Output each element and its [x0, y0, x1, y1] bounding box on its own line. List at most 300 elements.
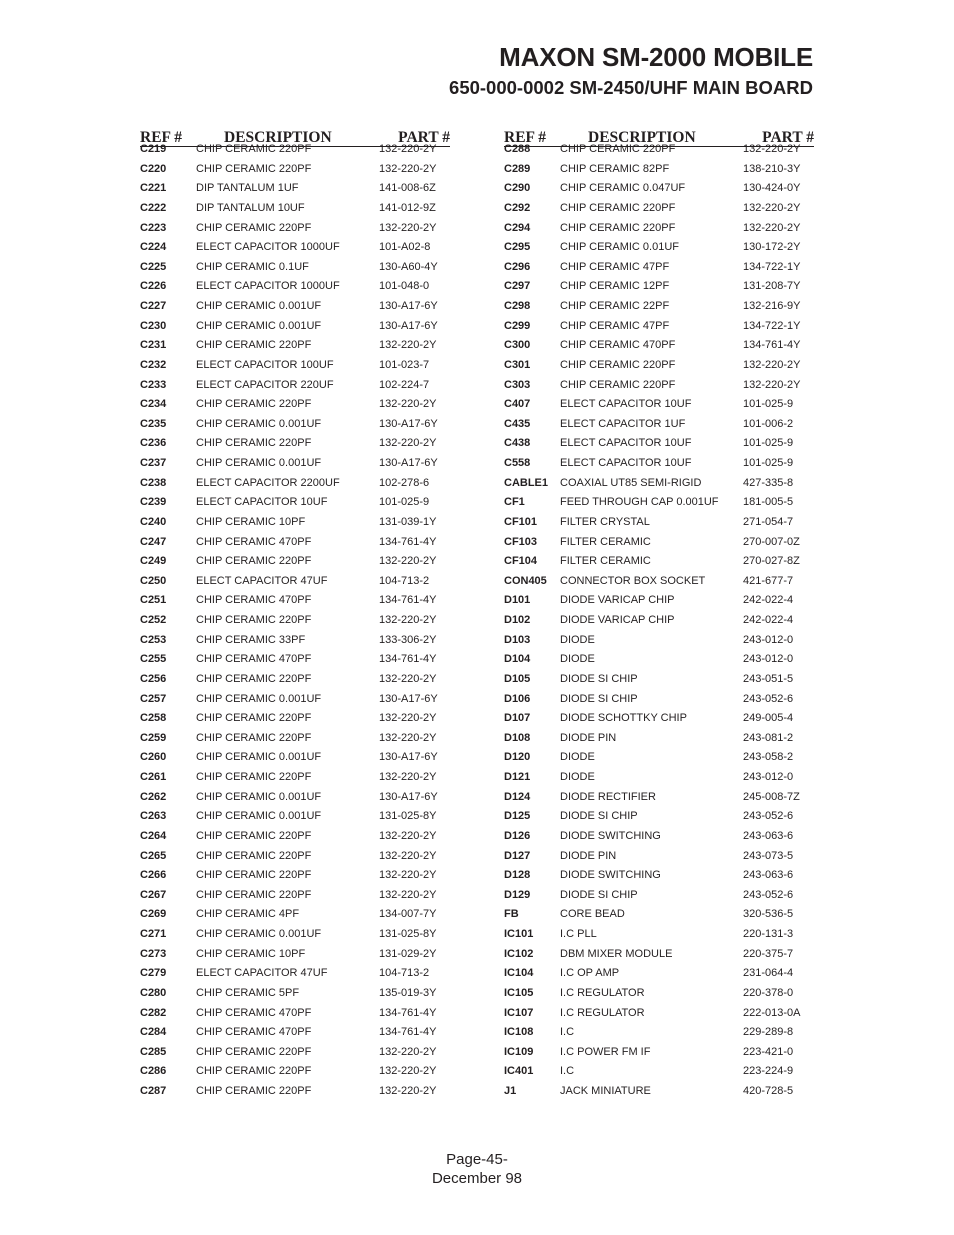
table-row [504, 297, 814, 317]
description-cell: DIODE PIN [560, 849, 617, 862]
description-cell: DIODE [560, 653, 595, 666]
ref-cell: C221 [140, 182, 167, 195]
description-cell: CHIP CERAMIC 220PF [196, 829, 312, 842]
part-number-cell: 132-220-2Y [379, 143, 437, 155]
part-number-cell: 220-375-7 [743, 947, 794, 960]
ref-cell: C296 [504, 260, 531, 273]
part-number-cell: 132-220-2Y [379, 712, 437, 725]
part-number-cell: 132-220-2Y [379, 339, 437, 352]
table-row [140, 690, 450, 710]
part-number-cell: 104-713-2 [379, 967, 430, 980]
ref-cell: CABLE1 [504, 476, 549, 489]
ref-cell: C227 [140, 300, 167, 312]
ref-cell: D108 [504, 731, 531, 744]
ref-cell: C558 [504, 457, 531, 469]
part-number-cell: 243-012-0 [743, 771, 794, 783]
description-cell: I.C [560, 1026, 575, 1039]
part-number-cell: 138-210-3Y [743, 162, 801, 175]
description-cell: CHIP CERAMIC 0.001UF [196, 300, 322, 312]
description-cell: ELECT CAPACITOR 10UF [560, 457, 692, 469]
description-cell: I.C [560, 1065, 575, 1078]
description-cell: CHIP CERAMIC 0.001UF [196, 810, 322, 823]
part-number-cell: 134-722-1Y [743, 260, 801, 273]
description-cell: DIODE SI CHIP [560, 672, 638, 685]
ref-cell: C269 [140, 908, 167, 921]
part-number-cell: 134-007-7Y [379, 908, 437, 921]
part-column-header: PART # [762, 129, 814, 146]
description-cell: DIODE [560, 771, 595, 783]
description-cell: DIODE SI CHIP [560, 810, 638, 823]
table-row [140, 160, 450, 180]
part-number-cell: 243-012-0 [743, 633, 794, 646]
part-number-cell: 101-006-2 [743, 417, 794, 430]
ref-cell: IC108 [504, 1026, 534, 1039]
table-row [140, 199, 450, 219]
part-number-cell: 132-220-2Y [379, 1085, 437, 1097]
ref-cell: C295 [504, 241, 531, 254]
description-cell: JACK MINIATURE [560, 1085, 651, 1097]
table-row [504, 650, 814, 670]
part-number-cell: 130-A17-6Y [379, 417, 438, 430]
ref-cell: CF104 [504, 555, 538, 568]
part-number-cell: 270-027-8Z [743, 555, 800, 568]
part-number-cell: 101-048-0 [379, 280, 430, 293]
ref-cell: IC102 [504, 947, 534, 960]
ref-cell: C298 [504, 300, 531, 312]
table-row [140, 552, 450, 572]
part-number-cell: 131-025-8Y [379, 928, 437, 940]
description-column-header: DESCRIPTION [224, 129, 332, 146]
description-cell: I.C OP AMP [560, 967, 620, 980]
table-row [504, 670, 814, 690]
ref-cell: C233 [140, 378, 167, 391]
description-cell: CHIP CERAMIC 220PF [196, 339, 312, 352]
ref-cell: C237 [140, 457, 167, 469]
description-cell: CHIP CERAMIC 220PF [196, 849, 312, 862]
part-number-cell: 243-052-6 [743, 692, 794, 705]
description-cell: CHIP CERAMIC 4PF [196, 908, 300, 921]
description-cell: CHIP CERAMIC 0.047UF [560, 182, 686, 195]
description-cell: CHIP CERAMIC 470PF [196, 535, 312, 548]
description-cell: FILTER CRYSTAL [560, 515, 650, 528]
part-number-cell: 102-224-7 [379, 378, 430, 391]
table-row [504, 356, 814, 376]
table-row [140, 650, 450, 670]
ref-cell: C232 [140, 358, 167, 371]
part-number-cell: 243-012-0 [743, 653, 794, 666]
description-cell: I.C REGULATOR [560, 1006, 645, 1019]
ref-cell: C261 [140, 771, 167, 783]
ref-cell: C255 [140, 653, 167, 666]
part-number-cell: 243-052-6 [743, 810, 794, 823]
ref-cell: D124 [504, 790, 531, 803]
table-row [140, 847, 450, 867]
ref-cell: C284 [140, 1026, 167, 1039]
description-cell: CHIP CERAMIC 220PF [196, 1045, 312, 1058]
ref-cell: C294 [504, 221, 531, 234]
ref-cell: D125 [504, 810, 531, 823]
table-row [504, 964, 814, 984]
description-cell: DIODE PIN [560, 731, 617, 744]
ref-cell: D120 [504, 751, 531, 764]
part-number-cell: 132-220-2Y [379, 731, 437, 744]
description-cell: CHIP CERAMIC 220PF [196, 1085, 312, 1097]
part-number-cell: 229-289-8 [743, 1026, 794, 1039]
part-number-cell: 132-220-2Y [379, 1045, 437, 1058]
ref-cell: D107 [504, 712, 531, 725]
description-cell: CHIP CERAMIC 220PF [196, 398, 312, 411]
ref-cell: D127 [504, 849, 531, 862]
ref-cell: C262 [140, 790, 167, 803]
part-number-cell: 132-220-2Y [379, 614, 437, 626]
table-row [504, 729, 814, 749]
ref-cell: C239 [140, 496, 167, 509]
page-footer [0, 1150, 954, 1188]
ref-cell: C297 [504, 280, 531, 293]
table-row [504, 866, 814, 886]
parts-table-left [140, 130, 450, 1102]
description-cell: CHIP CERAMIC 220PF [560, 358, 676, 371]
description-cell: CHIP CERAMIC 220PF [196, 555, 312, 568]
table-row [504, 886, 814, 906]
description-cell: CHIP CERAMIC 470PF [196, 1006, 312, 1019]
ref-cell: C247 [140, 535, 167, 548]
part-number-cell: 181-005-5 [743, 496, 794, 509]
part-number-cell: 131-208-7Y [743, 280, 801, 293]
part-number-cell: 130-A17-6Y [379, 457, 438, 469]
description-cell: CHIP CERAMIC 220PF [196, 1065, 312, 1078]
description-cell: I.C REGULATOR [560, 986, 645, 999]
ref-cell: IC401 [504, 1065, 534, 1078]
part-number-cell: 242-022-4 [743, 614, 794, 626]
description-cell: CHIP CERAMIC 0.01UF [560, 241, 679, 254]
table-row [140, 179, 450, 199]
description-cell: CHIP CERAMIC 0.001UF [196, 928, 322, 940]
ref-cell: C263 [140, 810, 167, 823]
description-cell: CHIP CERAMIC 220PF [196, 221, 312, 234]
part-number-cell: 133-306-2Y [379, 633, 437, 646]
description-cell: DIODE SI CHIP [560, 692, 638, 705]
ref-cell: C231 [140, 339, 167, 352]
part-number-cell: 220-378-0 [743, 986, 794, 999]
ref-cell: C225 [140, 260, 167, 273]
ref-cell: D121 [504, 771, 531, 783]
part-number-cell: 245-008-7Z [743, 790, 800, 803]
description-cell: CHIP CERAMIC 0.001UF [196, 319, 322, 332]
table-row [140, 631, 450, 651]
description-cell: CHIP CERAMIC 10PF [196, 947, 306, 960]
ref-cell: C288 [504, 143, 531, 155]
table-row [140, 964, 450, 984]
description-cell: CHIP CERAMIC 470PF [560, 339, 676, 352]
ref-cell: D105 [504, 672, 531, 685]
part-number-cell: 132-220-2Y [379, 398, 437, 411]
table-row [504, 277, 814, 297]
description-cell: CHIP CERAMIC 33PF [196, 633, 306, 646]
table-row [140, 984, 450, 1004]
part-number-cell: 134-761-4Y [379, 653, 437, 666]
description-cell: DIODE RECTIFIER [560, 790, 656, 803]
table-row [504, 238, 814, 258]
ref-cell: C250 [140, 574, 167, 587]
ref-cell: C236 [140, 437, 167, 450]
part-number-cell: 132-220-2Y [743, 358, 801, 371]
description-cell: ELECT CAPACITOR 100UF [196, 358, 334, 371]
ref-cell: C226 [140, 280, 167, 293]
table-row [504, 1023, 814, 1043]
table-row [140, 454, 450, 474]
table-row [140, 572, 450, 592]
table-row [504, 533, 814, 553]
ref-cell: CF1 [504, 496, 525, 509]
table-row [504, 827, 814, 847]
ref-cell: C259 [140, 731, 167, 744]
description-cell: CHIP CERAMIC 5PF [196, 986, 300, 999]
part-number-cell: 141-012-9Z [379, 201, 436, 214]
description-cell: CHIP CERAMIC 220PF [196, 712, 312, 725]
table-row [140, 1004, 450, 1024]
table-row [140, 277, 450, 297]
table-row [140, 395, 450, 415]
ref-cell: J1 [504, 1085, 517, 1097]
table-row [504, 454, 814, 474]
part-number-cell: 243-052-6 [743, 888, 794, 901]
part-number-cell: 131-039-1Y [379, 515, 437, 528]
table-row [504, 258, 814, 278]
table-row [140, 748, 450, 768]
table-row [140, 336, 450, 356]
description-cell: DIP TANTALUM 1UF [196, 182, 299, 195]
description-cell: CHIP CERAMIC 470PF [196, 594, 312, 607]
table-row [504, 336, 814, 356]
description-cell: CORE BEAD [560, 908, 625, 921]
part-number-cell: 101-A02-8 [379, 241, 431, 254]
description-cell: CHIP CERAMIC 22PF [560, 300, 670, 312]
part-number-cell: 132-220-2Y [379, 1065, 437, 1078]
part-number-cell: 134-761-4Y [379, 594, 437, 607]
part-number-cell: 223-421-0 [743, 1045, 794, 1058]
table-row [504, 768, 814, 788]
ref-cell: C299 [504, 319, 531, 332]
part-number-cell: 134-761-4Y [379, 535, 437, 548]
description-cell: CHIP CERAMIC 220PF [196, 162, 312, 175]
table-row [504, 1043, 814, 1063]
table-row [140, 258, 450, 278]
description-cell: ELECT CAPACITOR 10UF [560, 437, 692, 450]
ref-cell: C234 [140, 398, 167, 411]
ref-cell: C220 [140, 162, 167, 175]
description-cell: CHIP CERAMIC 220PF [560, 143, 676, 155]
part-number-cell: 130-172-2Y [743, 241, 801, 254]
part-number-cell: 141-008-6Z [379, 182, 436, 195]
part-number-cell: 427-335-8 [743, 476, 794, 489]
description-cell: CHIP CERAMIC 0.001UF [196, 790, 322, 803]
ref-cell: C435 [504, 417, 531, 430]
ref-cell: C282 [140, 1006, 167, 1019]
description-cell: ELECT CAPACITOR 10UF [196, 496, 328, 509]
ref-cell: D128 [504, 869, 531, 882]
part-number-cell: 132-220-2Y [743, 201, 801, 214]
description-cell: CONNECTOR BOX SOCKET [560, 574, 706, 587]
issue-date: December 98 [431, 1170, 523, 1187]
ref-cell: D101 [504, 594, 531, 607]
table-row [504, 631, 814, 651]
description-cell: DBM MIXER MODULE [560, 947, 673, 960]
ref-cell: C219 [140, 143, 167, 155]
part-column-header: PART # [398, 129, 450, 146]
part-number-cell: 132-220-2Y [379, 888, 437, 901]
table-row [504, 1004, 814, 1024]
description-cell: CHIP CERAMIC 220PF [196, 437, 312, 450]
part-number-cell: 242-022-4 [743, 594, 794, 607]
table-row [504, 788, 814, 808]
part-number-cell: 243-073-5 [743, 849, 794, 862]
table-row [140, 709, 450, 729]
table-row [140, 219, 450, 239]
ref-cell: C280 [140, 986, 167, 999]
table-row [140, 317, 450, 337]
description-cell: FILTER CERAMIC [560, 555, 651, 568]
description-cell: CHIP CERAMIC 220PF [196, 888, 312, 901]
part-number-cell: 222-013-0A [743, 1006, 801, 1019]
part-number-cell: 101-025-9 [743, 398, 794, 411]
table-row [504, 572, 814, 592]
table-row [504, 474, 814, 494]
ref-cell: C290 [504, 182, 531, 195]
part-number-cell: 243-058-2 [743, 751, 794, 764]
ref-cell: C260 [140, 751, 167, 764]
ref-cell: C240 [140, 515, 167, 528]
ref-cell: C251 [140, 594, 167, 607]
part-number-cell: 132-220-2Y [379, 437, 437, 450]
part-number-cell: 132-220-2Y [379, 849, 437, 862]
ref-cell: C289 [504, 162, 531, 175]
ref-cell: C286 [140, 1065, 167, 1078]
description-cell: I.C POWER FM IF [560, 1045, 651, 1058]
ref-cell: C279 [140, 967, 167, 980]
part-number-cell: 135-019-3Y [379, 986, 437, 999]
ref-cell: C300 [504, 339, 531, 352]
ref-cell: D126 [504, 829, 531, 842]
part-number-cell: 132-220-2Y [379, 829, 437, 842]
description-cell: ELECT CAPACITOR 1000UF [196, 241, 340, 254]
ref-cell: C273 [140, 947, 167, 960]
part-number-cell: 134-761-4Y [743, 339, 801, 352]
ref-cell: CON405 [504, 574, 547, 587]
ref-cell: D106 [504, 692, 531, 705]
ref-cell: C303 [504, 378, 531, 391]
part-number-cell: 270-007-0Z [743, 535, 800, 548]
table-row [140, 297, 450, 317]
parts-table-right [504, 130, 814, 1102]
table-row [504, 219, 814, 239]
table-row [504, 905, 814, 925]
part-number-cell: 130-A17-6Y [379, 300, 438, 312]
description-cell: CHIP CERAMIC 47PF [560, 319, 670, 332]
description-cell: CHIP CERAMIC 0.001UF [196, 692, 322, 705]
table-row [140, 925, 450, 945]
ref-cell: C238 [140, 476, 167, 489]
part-number-cell: 130-A17-6Y [379, 319, 438, 332]
table-row [504, 709, 814, 729]
part-number-cell: 132-220-2Y [379, 162, 437, 175]
table-row [140, 905, 450, 925]
ref-cell: IC101 [504, 928, 534, 940]
description-cell: I.C PLL [560, 928, 597, 940]
description-cell: FEED THROUGH CAP 0.001UF [560, 496, 719, 509]
table-row [140, 434, 450, 454]
part-number-cell: 134-761-4Y [379, 1026, 437, 1039]
description-cell: ELECT CAPACITOR 47UF [196, 574, 328, 587]
part-number-cell: 132-220-2Y [379, 221, 437, 234]
part-number-cell: 132-220-2Y [743, 378, 801, 391]
table-row [504, 807, 814, 827]
description-cell: CHIP CERAMIC 47PF [560, 260, 670, 273]
description-cell: CHIP CERAMIC 10PF [196, 515, 306, 528]
ref-cell: C267 [140, 888, 167, 901]
table-row [504, 376, 814, 396]
description-cell: CHIP CERAMIC 220PF [196, 771, 312, 783]
table-row [140, 140, 450, 160]
table-row [140, 807, 450, 827]
description-cell: DIP TANTALUM 10UF [196, 201, 305, 214]
ref-cell: C224 [140, 241, 167, 254]
ref-cell: C230 [140, 319, 167, 332]
description-cell: DIODE [560, 751, 595, 764]
part-number-cell: 243-051-5 [743, 672, 794, 685]
board-subtitle: 650-000-0002 SM-2450/UHF MAIN BOARD [449, 77, 813, 98]
part-number-cell: 132-220-2Y [743, 221, 801, 234]
table-row [140, 866, 450, 886]
ref-cell: D104 [504, 653, 531, 666]
table-row [504, 1062, 814, 1082]
table-row [504, 690, 814, 710]
ref-cell: C271 [140, 928, 167, 940]
part-number-cell: 249-005-4 [743, 712, 794, 725]
part-number-cell: 131-025-8Y [379, 810, 437, 823]
description-cell: ELECT CAPACITOR 10UF [560, 398, 692, 411]
table-row [140, 611, 450, 631]
table-row [140, 591, 450, 611]
part-number-cell: 130-424-0Y [743, 182, 801, 195]
part-number-cell: 131-029-2Y [379, 947, 437, 960]
ref-cell: C265 [140, 849, 167, 862]
description-cell: DIODE [560, 633, 595, 646]
description-cell: CHIP CERAMIC 82PF [560, 162, 670, 175]
table-row [140, 1062, 450, 1082]
ref-cell: C264 [140, 829, 167, 842]
table-row [504, 611, 814, 631]
ref-cell: CF101 [504, 515, 538, 528]
table-row [140, 768, 450, 788]
part-number-cell: 104-713-2 [379, 574, 430, 587]
part-number-cell: 220-131-3 [743, 928, 794, 940]
ref-cell: D129 [504, 888, 531, 901]
table-row [504, 748, 814, 768]
part-number-cell: 132-220-2Y [379, 555, 437, 568]
description-cell: CHIP CERAMIC 220PF [196, 731, 312, 744]
table-row [504, 552, 814, 572]
ref-cell: D103 [504, 633, 531, 646]
part-number-cell: 132-220-2Y [379, 672, 437, 685]
part-number-cell: 101-023-7 [379, 358, 430, 371]
ref-cell: FB [504, 908, 519, 921]
table-row [504, 140, 814, 160]
ref-cell: IC109 [504, 1045, 534, 1058]
table-row [140, 1023, 450, 1043]
ref-cell: C253 [140, 633, 167, 646]
ref-cell: C257 [140, 692, 167, 705]
